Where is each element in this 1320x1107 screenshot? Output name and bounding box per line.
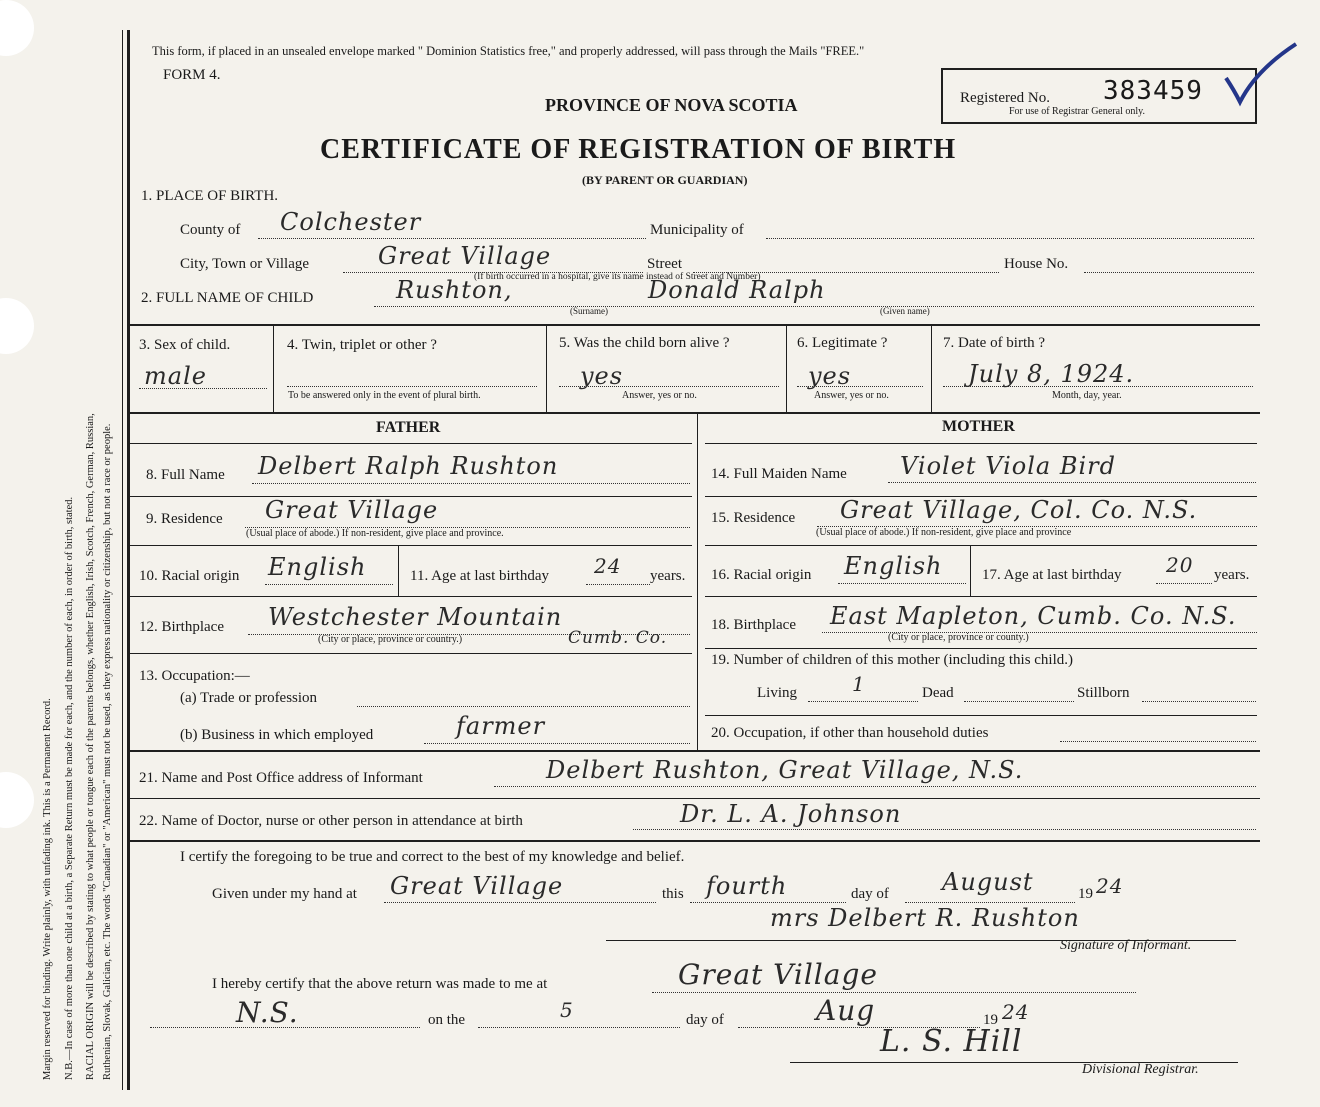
mother-residence-label: 15. Residence <box>711 510 796 526</box>
mother-age-unit: years. <box>1214 567 1250 583</box>
father-birthplace-county: Cumb. Co. <box>568 628 668 648</box>
father-age-value: 24 <box>594 554 622 578</box>
given-place-value: Great Village <box>390 872 564 900</box>
given-year-value: 24 <box>1096 874 1124 898</box>
given-name-caption: (Given name) <box>880 306 930 316</box>
dob-label: 7. Date of birth ? <box>943 335 1046 351</box>
registrar-year-value: 24 <box>1002 1000 1030 1024</box>
left-border <box>127 30 130 1090</box>
father-heading: FATHER <box>376 419 441 436</box>
twin-label: 4. Twin, triplet or other ? <box>287 337 437 353</box>
margin-note-racial-origin: RACIAL ORIGIN will be described by stating to what people or tongue each of the parents belongs, whether English, Irish, Scotch, French, German, Russian, <box>85 413 96 1080</box>
mother-birthplace-note: (City or place, province or county.) <box>888 632 1029 643</box>
father-birthplace-label: 12. Birthplace <box>139 619 224 635</box>
dob-value: July 8, 1924. <box>968 360 1135 388</box>
father-age-label: 11. Age at last birthday <box>410 568 549 584</box>
mother-name-label: 14. Full Maiden Name <box>711 466 847 482</box>
surname-caption: (Surname) <box>570 306 608 316</box>
legitimate-value: yes <box>808 362 852 390</box>
margin-note-multiple-births: N.B.—In case of more than one child at a birth, a Separate Return must be made for each, and the number of each, in order of birth, stated. <box>64 496 75 1080</box>
registered-number-label: Registered No. <box>960 90 1050 106</box>
certificate-title: CERTIFICATE OF REGISTRATION OF BIRTH <box>320 134 957 165</box>
sex-value: male <box>144 362 207 390</box>
father-occupation-label: 13. Occupation:— <box>139 668 250 684</box>
registrar-statement: I hereby certify that the above return was made to me at <box>212 976 548 992</box>
mother-heading: MOTHER <box>942 418 1015 435</box>
registrar-year-prefix: 19 <box>983 1012 998 1028</box>
registrar-signature: L. S. Hill <box>880 1024 1023 1059</box>
mother-residence-note: (Usual place of abode.) If non-resident, give place and province <box>816 527 1072 538</box>
registrar-day-value: 5 <box>560 998 574 1022</box>
form-number: FORM 4. <box>163 67 221 83</box>
father-name-label: 8. Full Name <box>146 467 225 483</box>
child-surname-value: Rushton, <box>396 276 513 304</box>
place-heading: 1. PLACE OF BIRTH. <box>141 188 279 204</box>
mail-notice: This form, if placed in an unsealed envelope marked " Dominion Statistics free," and properly addressed, will pass through the Mails "FREE." <box>152 44 865 58</box>
child-name-label: 2. FULL NAME OF CHILD <box>141 290 314 306</box>
this-label: this <box>662 886 684 902</box>
dob-note: Month, day, year. <box>1052 390 1122 401</box>
informant-signature: mrs Delbert R. Rushton <box>770 904 1080 932</box>
given-day-of-label: day of <box>851 886 889 902</box>
mother-race-label: 16. Racial origin <box>711 567 812 583</box>
children-count-label: 19. Number of children of this mother (including this child.) <box>711 652 1074 668</box>
province-heading: PROVINCE OF NOVA SCOTIA <box>545 95 798 115</box>
county-value: Colchester <box>280 208 422 236</box>
mother-age-label: 17. Age at last birthday <box>982 567 1122 583</box>
twin-note: To be answered only in the event of plural birth. <box>288 390 481 401</box>
given-day-value: fourth <box>706 872 788 900</box>
father-residence-value: Great Village <box>265 496 439 524</box>
mother-age-value: 20 <box>1166 553 1194 577</box>
alive-value: yes <box>580 362 624 390</box>
informant-value: Delbert Rushton, Great Village, N.S. <box>546 756 1024 784</box>
registered-number-box <box>941 68 1257 124</box>
living-label: Living <box>757 685 797 701</box>
margin-note-racial-origin-cont: Ruthenian, Slovak, Galician, etc. The words "Canadian" or "American" must not be used, as they express nationality or citizenship, but not a race or people. <box>102 423 113 1080</box>
registrar-general-note: For use of Registrar General only. <box>1009 106 1145 117</box>
registrar-place-value: Great Village <box>678 958 878 991</box>
living-value: 1 <box>852 672 866 696</box>
trade-label: (a) Trade or profession <box>180 690 318 706</box>
child-given-name-value: Donald Ralph <box>648 276 826 304</box>
doctor-label: 22. Name of Doctor, nurse or other person in attendance at birth <box>139 813 523 829</box>
registrar-place-province: N.S. <box>236 996 299 1029</box>
registered-number-value: 383459 <box>1103 76 1203 106</box>
mother-name-value: Violet Viola Bird <box>900 452 1116 480</box>
informant-certification-statement: I certify the foregoing to be true and correct to the best of my knowledge and belief. <box>180 849 685 865</box>
margin-note-binding: Margin reserved for binding. Write plainly, with unfading ink. This is a Permanent Record. <box>42 698 53 1080</box>
doctor-value: Dr. L. A. Johnson <box>680 800 902 828</box>
county-label: County of <box>180 222 241 238</box>
father-birthplace-note: (City or place, province or country.) <box>318 634 463 645</box>
business-label: (b) Business in which employed <box>180 727 374 743</box>
binder-hole-bottom <box>0 772 34 828</box>
binder-hole-top <box>0 0 34 56</box>
alive-note: Answer, yes or no. <box>622 390 697 401</box>
given-month-value: August <box>942 868 1034 896</box>
binder-hole-middle <box>0 298 34 354</box>
mother-race-value: English <box>844 552 943 580</box>
legitimate-note: Answer, yes or no. <box>814 390 889 401</box>
house-label: House No. <box>1004 256 1069 272</box>
registrar-day-of-label: day of <box>686 1012 724 1028</box>
certificate-subtitle: (BY PARENT OR GUARDIAN) <box>582 173 748 187</box>
check-mark-icon <box>1222 40 1302 110</box>
stillborn-label: Stillborn <box>1077 685 1130 701</box>
informant-signature-caption: Signature of Informant. <box>1060 938 1192 953</box>
alive-label: 5. Was the child born alive ? <box>559 335 730 351</box>
municipality-label: Municipality of <box>650 222 744 238</box>
legitimate-label: 6. Legitimate ? <box>797 335 888 351</box>
father-name-value: Delbert Ralph Rushton <box>258 452 559 480</box>
father-business-value: farmer <box>456 712 546 740</box>
mother-birthplace-label: 18. Birthplace <box>711 617 796 633</box>
mother-birthplace-value: East Mapleton, Cumb. Co. N.S. <box>830 602 1237 630</box>
street-label: Street <box>647 256 682 272</box>
father-residence-label: 9. Residence <box>146 511 223 527</box>
father-residence-note: (Usual place of abode.) If non-resident, give place and province. <box>246 528 504 539</box>
given-year-prefix: 19 <box>1078 886 1093 902</box>
divisional-registrar-caption: Divisional Registrar. <box>1082 1062 1199 1077</box>
mother-occupation-label: 20. Occupation, if other than household duties <box>711 725 989 741</box>
city-label: City, Town or Village <box>180 256 310 272</box>
hospital-note: (If birth occurred in a hospital, give its name instead of Street and Number) <box>474 272 761 282</box>
informant-label: 21. Name and Post Office address of Informant <box>139 770 423 786</box>
city-value: Great Village <box>378 242 552 270</box>
left-border-thin <box>122 30 123 1090</box>
father-age-unit: years. <box>650 568 686 584</box>
mother-residence-value: Great Village, Col. Co. N.S. <box>840 496 1198 524</box>
given-under-hand-label: Given under my hand at <box>212 886 357 902</box>
father-race-value: English <box>268 553 367 581</box>
father-birthplace-value: Westchester Mountain <box>268 603 563 631</box>
registrar-month-value: Aug <box>816 994 876 1027</box>
sex-label: 3. Sex of child. <box>139 337 231 353</box>
father-race-label: 10. Racial origin <box>139 568 240 584</box>
registrar-on-the-label: on the <box>428 1012 466 1028</box>
dead-label: Dead <box>922 685 954 701</box>
